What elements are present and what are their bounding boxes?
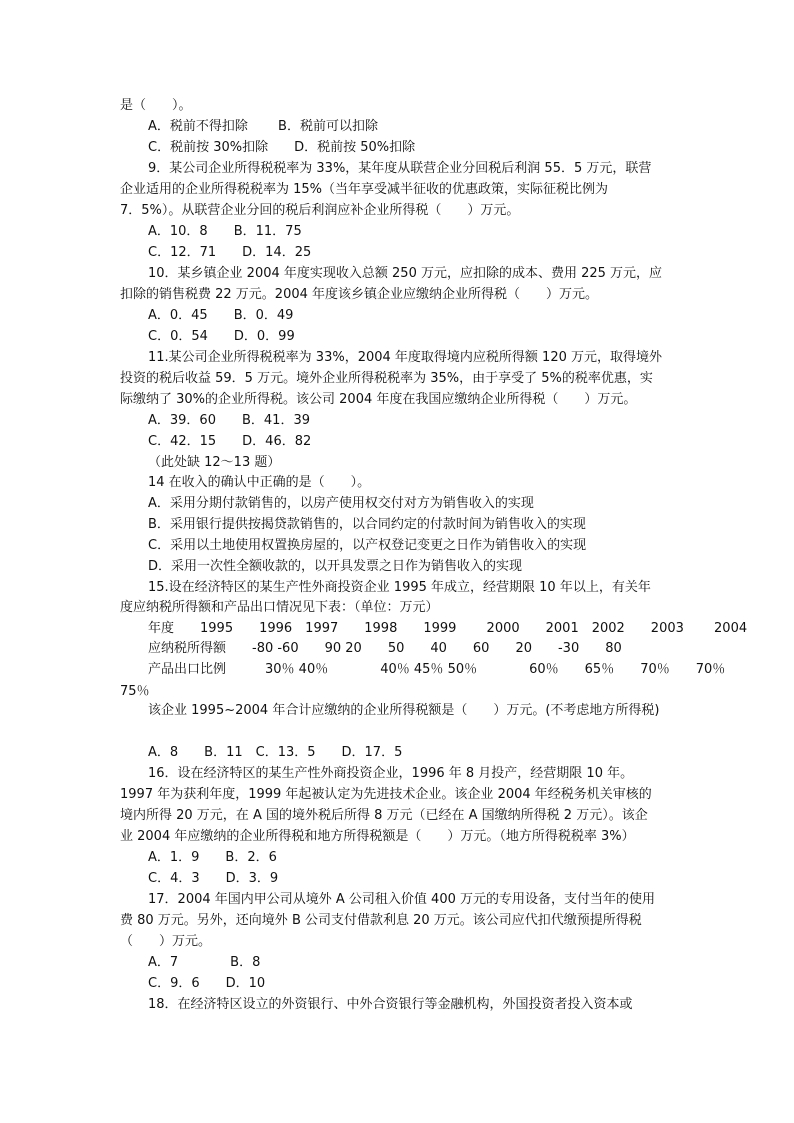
text-line: 75％ (120, 684, 150, 699)
text-line: 1997 年为获利年度，1999 年起被认定为先进技术企业。该企业 2004 年经税务机关审核的 (120, 787, 652, 802)
table-row: 年度 1995 1996 1997 1998 1999 2000 2001 2002 2003 2004 (148, 621, 748, 636)
text-line: C．税前按 30%扣除 D．税前按 50%扣除 (148, 140, 416, 155)
text-line: A．7 B．8 (148, 955, 261, 970)
text-line: A．10．8 B．11．75 (148, 224, 302, 239)
text-line: C．0．54 D．0．99 (148, 329, 295, 344)
text-line: 7．5%）。从联营企业分回的税后利润应补企业所得税（ ）万元。 (120, 203, 520, 218)
table-row: 应纳税所得额 -80 -60 90 20 50 40 60 20 -30 80 (148, 641, 622, 656)
text-line: C．9．6 D．10 (148, 976, 266, 991)
text-line: 该企业 1995~2004 年合计应缴纳的企业所得税额是（ ）万元。(不考虑地方所得税) (148, 703, 660, 718)
text-line: 费 80 万元。另外，还向境外 B 公司支付借款利息 20 万元。该公司应代扣代缴预提所得税 (120, 913, 642, 928)
text-line: 扣除的销售税费 22 万元。2004 年度该乡镇企业应缴纳企业所得税（ ）万元。 (120, 287, 599, 302)
text-line: C．4．3 D．3．9 (148, 871, 279, 886)
text-line: B．采用银行提供按揭贷款销售的，以合同约定的付款时间为销售收入的实现 (148, 517, 586, 532)
text-line: 际缴纳了 30%的企业所得税。该公司 2004 年度在我国应缴纳企业所得税（ ）万元。 (120, 392, 637, 407)
text-line: C．12．71 D．14．25 (148, 245, 312, 260)
text-line: 10．某乡镇企业 2004 年度实现收入总额 250 万元，应扣除的成本、费用 225 万元，应 (148, 266, 663, 281)
text-line: （此处缺 12～13 题） (148, 455, 281, 470)
text-line: A．39．60 B．41．39 (148, 413, 310, 428)
text-line: 境内所得 20 万元，在 A 国的境外税后所得 8 万元（已经在 A 国缴纳所得税 2 万元）。该企 (120, 808, 648, 823)
text-line: C．42．15 D．46．82 (148, 434, 312, 449)
text-line: 17．2004 年国内甲公司从境外 A 公司租入价值 400 万元的专用设备，支付当年的使用 (148, 892, 655, 907)
text-line: 9．某公司企业所得税税率为 33%，某年度从联营企业分回税后利润 55．5 万元，联营 (148, 161, 652, 176)
text-line: 11.某公司企业所得税税率为 33%，2004 年度取得境内应税所得额 120 万元，取得境外 (148, 350, 662, 365)
text-line: 投资的税后收益 59．5 万元。境外企业所得税税率为 35%，由于享受了 5%的税率优惠，实 (120, 371, 653, 386)
text-line: 14 在收入的确认中正确的是（ ）。 (148, 475, 371, 490)
text-line: 18．在经济特区设立的外资银行、中外合资银行等金融机构，外国投资者投入资本或 (148, 997, 633, 1012)
text-line: A．税前不得扣除 B．税前可以扣除 (148, 119, 378, 134)
text-line: 业 2004 年应缴纳的企业所得税和地方所得税额是（ ）万元。（地方所得税税率 3%） (120, 829, 635, 844)
text-line: 是（ ）。 (120, 98, 192, 113)
table-row: 产品出口比例 30％ 40％ 40％ 45％ 50％ 60％ 65％ 70％ 70％ (148, 662, 726, 677)
text-line: （ ）万元。 (120, 934, 212, 949)
text-line: 16．设在经济特区的某生产性外商投资企业，1996 年 8 月投产，经营期限 10 年。 (148, 766, 634, 781)
text-line: A．8 B．11 C．13．5 D．17．5 (148, 745, 403, 760)
text-line: A．1．9 B．2．6 (148, 850, 277, 865)
text-line: 15.设在经济特区的某生产性外商投资企业 1995 年成立，经营期限 10 年以上，有关年 (148, 580, 651, 595)
text-line: A．采用分期付款销售的，以房产使用权交付对方为销售收入的实现 (148, 496, 534, 511)
text-line: D．采用一次性全额收款的，以开具发票之日作为销售收入的实现 (148, 559, 523, 574)
text-line: 度应纳税所得额和产品出口情况见下表：（单位：万元） (120, 600, 439, 615)
text-line: A．0．45 B．0．49 (148, 308, 294, 323)
text-line: 企业适用的企业所得税税率为 15%（当年享受减半征收的优惠政策，实际征税比例为 (120, 182, 609, 197)
text-line: C．采用以土地使用权置换房屋的，以产权登记变更之日作为销售收入的实现 (148, 538, 587, 553)
